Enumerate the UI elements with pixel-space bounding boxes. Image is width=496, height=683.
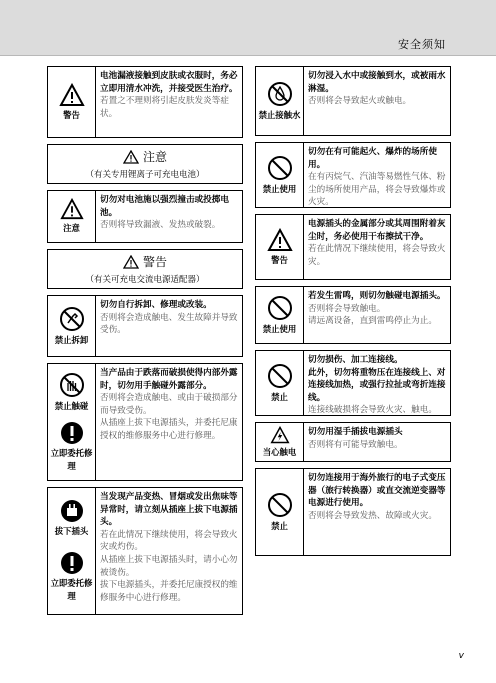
row-no-water [255, 66, 451, 136]
icon-label: 禁止 [271, 520, 288, 531]
icon-label: 禁止拆卸 [54, 334, 89, 345]
icon-label: 警告 [271, 254, 288, 265]
no-water-icon [267, 81, 293, 107]
row-detail: 否则将会造成触电、或由于破损部分而导致受伤。 [100, 393, 238, 416]
row-text: 此外，切勿将重物压在连接线上、对连接线加热，或强行拉扯或弯折连接线。 [308, 367, 446, 403]
row-text: 当发现产品变热、冒烟或发出焦味等异常时，请立刻从插座上拔下电源插头。 [100, 492, 238, 528]
row-detail: 否则将会导致触电。 [308, 303, 386, 314]
row-text: 切勿在有可能起火、爆炸的场所使用。 [308, 147, 437, 170]
row-text: 切勿浸入水中或接触到水，或被雨水淋湿。 [308, 71, 446, 94]
warning-text: 电池漏液接触到皮肤或衣服时，务必立即用清水冲洗，并接受医生治疗。 [100, 71, 238, 94]
notice-caution-battery [47, 144, 243, 184]
page-number: v [458, 651, 464, 661]
row-text: 若发生雷鸣，则切勿触碰电源插头。 [308, 291, 446, 301]
icon-label: 警告 [63, 109, 80, 120]
row-detail: 若在此情况下继续使用，将会导致火灾或灼伤。 [100, 529, 238, 553]
row-detail: 从插座上拔下电源插头时，请小心勿被烫伤。 [100, 554, 238, 578]
warning-triangle-icon [267, 228, 293, 252]
row-text: 切勿连接用于海外旅行的电子式变压器（旅行转换器）或直交流逆变器等电源进行使用。 [308, 473, 446, 509]
warning-triangle-icon [123, 255, 139, 269]
warning-row-battery-leak [47, 66, 243, 138]
row-detail: 否则将会导致起火或触电。 [308, 96, 412, 107]
exclamation-icon [60, 551, 84, 575]
notice-title: 注意 [142, 150, 167, 164]
icon-label: 注意 [63, 223, 80, 233]
row-text: 切勿自行拆卸、修理或改装。 [100, 300, 212, 310]
warning-triangle-icon [123, 150, 139, 164]
caution-row-impact [47, 190, 243, 243]
notice-warning-adapter [47, 249, 243, 289]
caution-detail: 否则将导致漏液、发热或破裂。 [100, 220, 221, 231]
icon-label: 禁止使用 [262, 183, 297, 194]
prohibited-icon [267, 295, 293, 321]
row-detail: 否则将有可能导致触电。 [308, 439, 403, 450]
icon-label: 当心触电 [262, 446, 297, 457]
row-detail: 从插座上拔下电源插头，并委托尼康授权的维修服务中心进行修理。 [100, 418, 238, 441]
row-text: 电源插头的金属部分或其周围附着灰尘时，务必使用干布擦拭干净。 [308, 219, 446, 242]
row-text: 切勿损伤、加工连接线。 [308, 355, 403, 365]
notice-subtitle: （有关可充电交流电源适配器） [85, 275, 205, 285]
section-title: 安全须知 [398, 38, 446, 51]
icon-label: 立即委托修理 [50, 578, 93, 602]
icon-label: 拔下插头 [54, 525, 89, 536]
warning-triangle-icon [60, 198, 84, 220]
row-detail: 在有丙烷气、汽油等易燃性气体、粉尘的场所使用产品，将会导致爆炸或火灾。 [308, 172, 446, 208]
row-no-touch [47, 363, 243, 481]
row-detail: 否则将会导致发热、故障或火灾。 [308, 510, 437, 521]
row-detail: 连接线破损将会导致火灾、触电。 [308, 405, 437, 416]
row-detail: 若在此情况下继续使用，将会导致火灾。 [308, 244, 446, 267]
icon-label: 禁止使用 [262, 323, 297, 334]
notice-subtitle: （有关专用锂离子可充电电池） [85, 170, 205, 180]
row-detail: 拔下电源插头，并委托尼康授权的维修服务中心进行修理。 [100, 580, 238, 603]
row-text: 切勿用湿手插拔电源插头 [308, 427, 403, 437]
electric-shock-icon [270, 426, 290, 444]
row-thunder [255, 286, 451, 344]
unplug-icon [60, 499, 84, 523]
row-detail: 否则将会造成触电、发生故障并导致受伤。 [100, 312, 238, 336]
left-column [47, 66, 243, 621]
row-no-flammable [255, 142, 451, 208]
right-column [255, 66, 451, 562]
row-converter [255, 468, 451, 556]
prohibited-icon [267, 155, 293, 181]
page-header [0, 0, 496, 56]
icon-label: 禁止触碰 [54, 401, 89, 411]
warning-detail: 若置之不理则将引起皮肤发炎等症状。 [100, 96, 229, 119]
prohibited-icon [267, 363, 293, 389]
row-text: 当产品由于跌落而破损使得内部外露时，切勿用手触碰外露部分。 [100, 368, 238, 391]
no-touch-icon [59, 372, 85, 398]
row-detail: 请远离设备，直到雷鸣停止为止。 [308, 316, 437, 327]
exclamation-icon [60, 421, 84, 445]
caution-text: 切勿对电池施以强烈撞击或投掷电池。 [100, 195, 229, 218]
row-unplug [47, 487, 243, 615]
row-wet-hand [255, 422, 451, 462]
row-cord [255, 350, 451, 416]
warning-triangle-icon [59, 83, 85, 107]
icon-label: 禁止接触水 [258, 109, 301, 120]
no-disassemble-icon [59, 306, 85, 332]
row-no-disassemble [47, 295, 243, 357]
notice-title: 警告 [142, 255, 167, 269]
prohibited-icon [267, 492, 293, 518]
icon-label: 禁止 [271, 391, 288, 402]
row-dust-plug [255, 214, 451, 280]
icon-label: 立即委托修理 [50, 448, 93, 471]
